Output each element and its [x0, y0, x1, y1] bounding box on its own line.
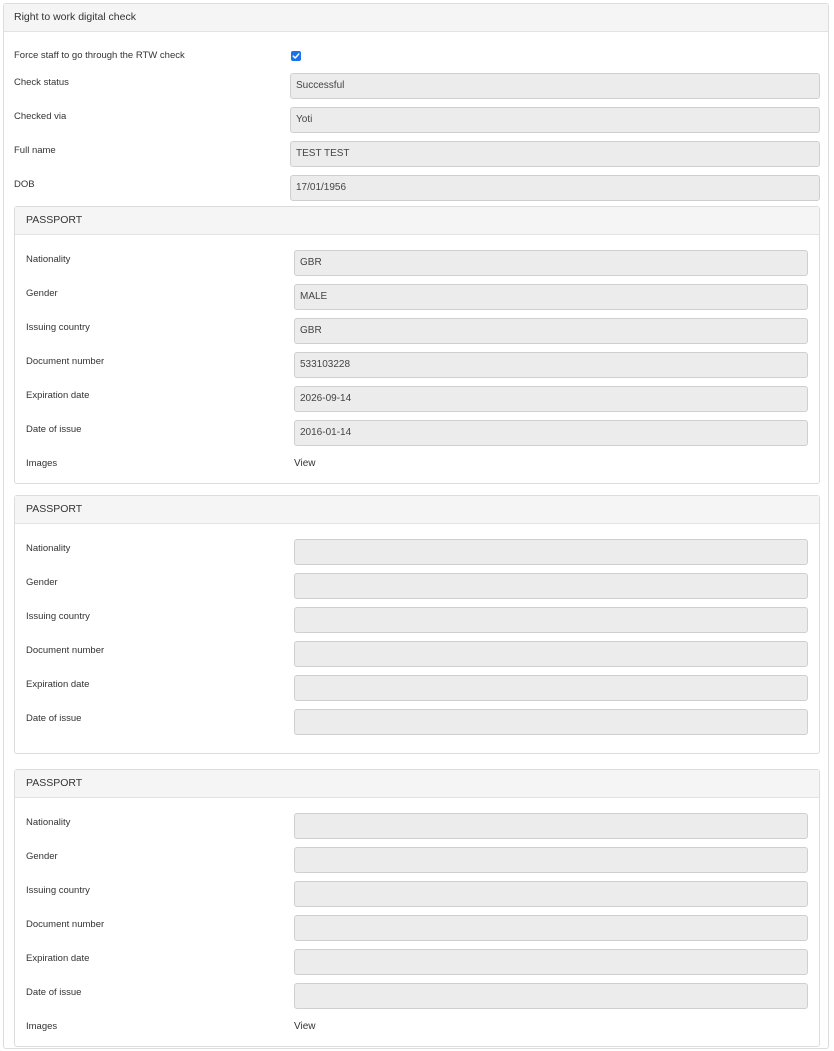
- date-of-issue-row: [15, 709, 819, 743]
- nationality-label: Nationality: [26, 817, 71, 828]
- passport-panel-2: [14, 495, 820, 754]
- checked-via-field: Yoti: [290, 107, 820, 133]
- passport-panel-title: PASSPORT: [15, 496, 819, 524]
- gender-label: Gender: [26, 288, 58, 299]
- nationality-field: [294, 539, 808, 565]
- gender-label: Gender: [26, 577, 58, 588]
- issuing-country-field: [294, 607, 808, 633]
- gender-row: [15, 284, 819, 318]
- checked-via-row: [4, 107, 828, 141]
- expiration-date-row: [15, 675, 819, 709]
- expiration-date-field: [294, 949, 808, 975]
- gender-row: [15, 847, 819, 881]
- force-rtw-checkbox[interactable]: [291, 51, 301, 61]
- issuing-country-label: Issuing country: [26, 885, 90, 896]
- date-of-issue-label: Date of issue: [26, 987, 82, 998]
- force-rtw-label: Force staff to go through the RTW check: [14, 50, 185, 61]
- dob-field: 17/01/1956: [290, 175, 820, 201]
- passport-panel-body: [15, 524, 819, 743]
- full-name-row: [4, 141, 828, 175]
- gender-row: [15, 573, 819, 607]
- issuing-country-row: [15, 318, 819, 352]
- nationality-row: [15, 539, 819, 573]
- nationality-label: Nationality: [26, 254, 71, 265]
- nationality-row: [15, 250, 819, 284]
- check-status-field: Successful: [290, 73, 820, 99]
- gender-field: [294, 573, 808, 599]
- force-rtw-row: [4, 49, 828, 73]
- passport-panel-title: PASSPORT: [15, 770, 819, 798]
- passport-panel-3: [14, 769, 820, 1047]
- issuing-country-row: [15, 881, 819, 915]
- expiration-date-field: 2026-09-14: [294, 386, 808, 412]
- document-number-row: [15, 352, 819, 386]
- gender-label: Gender: [26, 851, 58, 862]
- checkmark-icon: [292, 52, 300, 60]
- nationality-label: Nationality: [26, 543, 71, 554]
- view-images-link[interactable]: View: [294, 1021, 316, 1032]
- nationality-field: [294, 813, 808, 839]
- gender-field: MALE: [294, 284, 808, 310]
- date-of-issue-field: [294, 983, 808, 1009]
- expiration-date-label: Expiration date: [26, 390, 90, 401]
- check-status-label: Check status: [14, 77, 69, 88]
- gender-field: [294, 847, 808, 873]
- document-number-label: Document number: [26, 645, 105, 656]
- view-images-link[interactable]: View: [294, 458, 316, 469]
- issuing-country-label: Issuing country: [26, 611, 90, 622]
- nationality-row: [15, 813, 819, 847]
- date-of-issue-field: [294, 709, 808, 735]
- images-row: [15, 454, 819, 488]
- issuing-country-row: [15, 607, 819, 641]
- passport-panel-1: [14, 206, 820, 484]
- check-status-row: [4, 73, 828, 107]
- checked-via-label: Checked via: [14, 111, 67, 122]
- expiration-date-row: [15, 949, 819, 983]
- passport-panel-body: [15, 798, 819, 1051]
- dob-row: [4, 175, 828, 209]
- images-label: Images: [26, 1021, 58, 1032]
- document-number-row: [15, 915, 819, 949]
- document-number-row: [15, 641, 819, 675]
- date-of-issue-row: [15, 983, 819, 1017]
- date-of-issue-row: [15, 420, 819, 454]
- section-body: [4, 32, 828, 209]
- passport-panel-body: [15, 235, 819, 488]
- passport-panel-title: PASSPORT: [15, 207, 819, 235]
- document-number-field: 533103228: [294, 352, 808, 378]
- full-name-field: TEST TEST: [290, 141, 820, 167]
- document-number-field: [294, 915, 808, 941]
- issuing-country-label: Issuing country: [26, 322, 90, 333]
- document-number-field: [294, 641, 808, 667]
- document-number-label: Document number: [26, 356, 105, 367]
- images-row: [15, 1017, 819, 1051]
- document-number-label: Document number: [26, 919, 105, 930]
- expiration-date-field: [294, 675, 808, 701]
- date-of-issue-label: Date of issue: [26, 713, 82, 724]
- nationality-field: GBR: [294, 250, 808, 276]
- full-name-label: Full name: [14, 145, 56, 156]
- section-title: Right to work digital check: [4, 4, 828, 32]
- rtw-check-section: [3, 3, 829, 1049]
- issuing-country-field: [294, 881, 808, 907]
- expiration-date-label: Expiration date: [26, 953, 90, 964]
- expiration-date-label: Expiration date: [26, 679, 90, 690]
- date-of-issue-field: 2016-01-14: [294, 420, 808, 446]
- dob-label: DOB: [14, 179, 35, 190]
- expiration-date-row: [15, 386, 819, 420]
- issuing-country-field: GBR: [294, 318, 808, 344]
- images-label: Images: [26, 458, 58, 469]
- date-of-issue-label: Date of issue: [26, 424, 82, 435]
